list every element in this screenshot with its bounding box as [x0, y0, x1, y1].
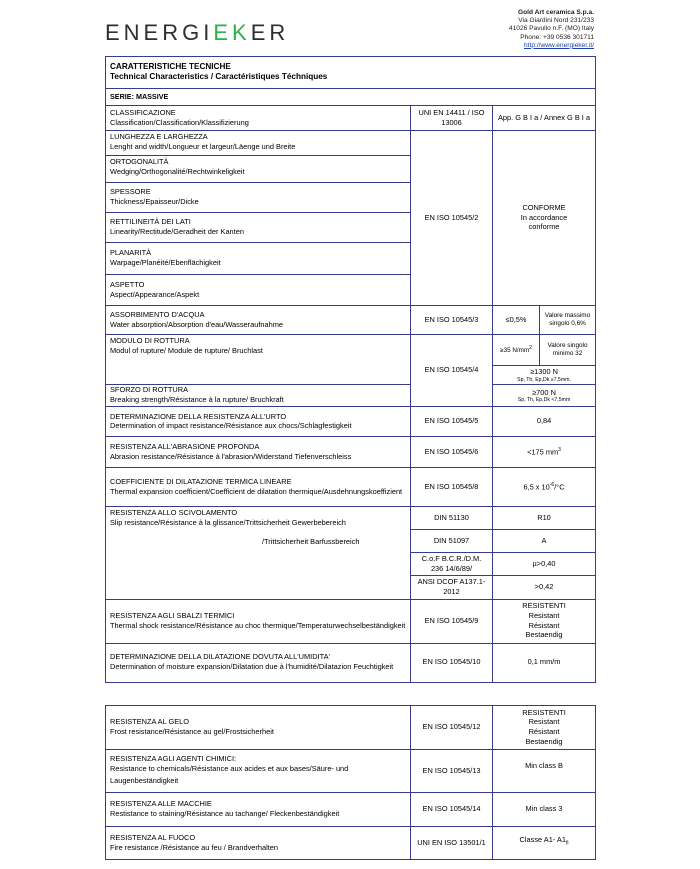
row-label: ASSORBIMENTO D'ACQUA — [110, 309, 205, 319]
company-website-link[interactable]: http://www.energieker.it/ — [524, 41, 594, 49]
table-row — [106, 131, 596, 156]
row-label-translation: Slip resistance/Résistance à la glissance/Trittsicherheit Gewerbebereich — [110, 517, 346, 527]
value-text: 6,5 x 10 — [523, 482, 550, 492]
row-label-translation: Restistance to staining/Résistance au tachange/ Fleckenbeständigkeit — [110, 809, 340, 818]
value-subscript: fl — [565, 840, 569, 847]
row-label: COEFFICIENTE DI DILATAZIONE TERMICA LINEARE — [110, 477, 292, 487]
row-norm: DIN 51130 — [411, 507, 493, 530]
row-label-translation: Breaking strength/Résistance à la rupture/ Bruchkraft — [110, 394, 284, 404]
row-value: App. G B I a / Annex G B I a — [493, 106, 596, 131]
value-condition: Sp, Th, Ep,Dk <7,5mm — [517, 397, 571, 404]
row-norm: EN ISO 10545/10 — [411, 643, 493, 682]
row-label: RESISTENZA AGLI SBALZI TERMICI — [110, 610, 235, 620]
row-label: DETERMINAZIONE DELLA DILATAZIONE DOVUTA ALL'UMIDITA' — [110, 652, 330, 662]
row-label-translation: Thermal expansion coefficient/Coefficient de dilatation thermique/Ausdehnungskoeffizient — [110, 486, 403, 496]
table-row — [106, 385, 596, 407]
row-label: LUNGHEZZA E LARGHEZZA — [110, 132, 208, 141]
row-value: Min class 3 — [493, 793, 596, 827]
value-text: <175 mm — [527, 447, 559, 457]
table-row — [106, 793, 596, 827]
table-row — [106, 827, 596, 860]
table-title-row — [106, 57, 596, 89]
row-norm: C.o.F B.C.R./D.M. 236 14/6/89/ — [411, 553, 493, 576]
row-label: MODULO DI ROTTURA — [110, 336, 190, 345]
row-label: ORTOGONALITÀ — [110, 157, 169, 166]
row-value — [493, 468, 596, 507]
row-label-translation: Determination of moisture expansion/Dilatation due à l'humidité/Dilatazion Feuchtigkeit — [110, 662, 394, 672]
company-address-line1: Via Giardini Nord 231/233 — [518, 17, 594, 25]
table-row — [106, 468, 596, 507]
row-value: R10 — [493, 507, 596, 530]
row-label: PLANARITÀ — [110, 248, 152, 258]
row-value — [493, 131, 596, 306]
row-label: RESISTENZA ALL'ABRASIONE PROFONDA — [110, 442, 260, 452]
value-line: conforme — [528, 222, 560, 232]
row-label: CLASSIFICAZIONE — [110, 107, 176, 117]
row-value: >0,42 — [493, 576, 596, 599]
row-label: RESISTENZA AL FUOCO — [110, 832, 196, 842]
row-norm: EN ISO 10545/13 — [411, 750, 493, 793]
table-row — [106, 106, 596, 131]
row-norm: EN ISO 10545/4 — [411, 335, 493, 407]
row-value: 0,84 — [493, 407, 596, 437]
row-label-translation: Wedging/Orthogonalité/Rechtwinkeligkeit — [110, 166, 245, 176]
row-label-translation: Frost resistance/Résistance au gel/Frostsicherheit — [110, 727, 274, 736]
value-line: In accordance — [520, 212, 568, 222]
row-norm: EN ISO 10545/2 — [411, 131, 493, 306]
value-line: Resistant — [528, 610, 560, 620]
table-row — [106, 706, 596, 750]
row-value — [493, 437, 596, 468]
row-norm: EN ISO 10545/12 — [411, 706, 493, 750]
serie-row — [106, 89, 596, 106]
row-value: 0,1 mm/m — [493, 643, 596, 682]
row-label: RESISTENZA AL GELO — [110, 717, 189, 727]
value-text: Classe A1- A1 — [519, 835, 566, 845]
row-value: ≤0,5% — [493, 306, 540, 335]
row-label: DETERMINAZIONE DELLA RESISTENZA ALL'URTO — [110, 411, 287, 421]
row-label: RESISTENZA ALLO SCIVOLAMENTO — [110, 508, 238, 518]
value-line: RESISTENTI — [522, 707, 566, 717]
table-row — [106, 750, 596, 793]
company-name: Gold Art ceramica S.p.a. — [518, 9, 594, 16]
row-label-translation: Classification/Classification/Klassifizierung — [110, 117, 249, 127]
table-row — [106, 507, 596, 530]
row-label-translation: Lenght and width/Longueur et largeur/Läenge und Breite — [110, 141, 296, 151]
row-norm: DIN 51097 — [411, 530, 493, 553]
row-note: Valore massimo singolo 0,6% — [540, 306, 596, 335]
logo-text-suffix: ER — [250, 20, 290, 45]
company-address-line2: 41026 Pavullo n.F. (MO) Italy — [508, 25, 594, 33]
row-norm: EN ISO 10545/5 — [411, 407, 493, 437]
company-info — [509, 9, 594, 50]
row-label-translation: Linearity/Rectitude/Geradheit der Kanten — [110, 227, 244, 236]
company-phone: Phone: +39 0536 301711 — [520, 33, 594, 41]
value-unit: /°C — [554, 482, 565, 492]
value-text: ≥1300 N — [530, 367, 558, 377]
row-norm: EN ISO 10545/14 — [411, 793, 493, 827]
row-label: SPESSORE — [110, 187, 151, 197]
row-norm: EN ISO 10545/3 — [411, 306, 493, 335]
row-label-translation: Fire resistance /Résistance au feu / Brandverhalten — [110, 842, 279, 852]
logo-text-prefix: ENERGI — [105, 20, 214, 45]
row-label: SFORZO DI ROTTURA — [110, 385, 189, 394]
table-title: CARATTERISTICHE TECNICHE — [110, 62, 231, 71]
value-line: RESISTENTI — [522, 601, 566, 611]
row-label: RESISTENZA AGLI AGENTI CHIMICI: — [110, 753, 237, 763]
row-label-translation: Water absorption/Absorption d'eau/Wasseraufnahme — [110, 319, 283, 329]
row-note: Valore singolo minimo 32 — [540, 335, 596, 366]
value-superscript: 3 — [558, 447, 561, 454]
row-label-translation: Abrasion resistance/Résistance à l'abrasion/Widerstand Tiefenverschleiss — [110, 451, 352, 461]
brand-logo — [105, 20, 289, 46]
row-value: Min class B — [493, 750, 596, 793]
row-label-translation: Resistance to chemicals/Résistance aux acides et aux bases/Säure- und Laugenbeständigkeit — [110, 764, 349, 786]
table-row — [106, 335, 596, 366]
row-norm: ANSI DCOF A137.1-2012 — [411, 576, 493, 599]
row-norm: UNI EN 14411 / ISO 13006 — [411, 106, 493, 131]
resistance-table — [105, 705, 596, 860]
value-line: Résistant — [528, 727, 560, 736]
row-label-translation: Warpage/Planéité/Ebenflächigkeit — [110, 258, 221, 267]
value-line: CONFORME — [522, 203, 566, 213]
serie-label: SERIE: MASSIVE — [106, 89, 596, 106]
row-value: A — [493, 530, 596, 553]
row-value — [493, 335, 540, 366]
row-value — [493, 827, 596, 860]
table-subtitle: Technical Characteristics / Caractéristiques Téchniques — [110, 72, 328, 81]
row-label-translation: Aspect/Appearance/Aspekt — [110, 289, 200, 299]
row-value — [493, 385, 596, 407]
value-line: Resistant — [528, 717, 560, 727]
row-norm: EN ISO 10545/8 — [411, 468, 493, 507]
table-row — [106, 407, 596, 437]
table-row — [106, 643, 596, 682]
row-label-translation-barefoot: /Trittsicherheit Barfussbereich — [262, 537, 360, 547]
table-row — [106, 437, 596, 468]
value-line: Bestaendig — [525, 736, 563, 746]
row-norm: UNI EN ISO 13501/1 — [411, 827, 493, 860]
value-text: ≥700 N — [532, 387, 556, 397]
table-row — [106, 599, 596, 643]
value-line: Résistant — [528, 620, 560, 630]
logo-text-accent: EK — [213, 20, 251, 45]
row-label-translation: Determination of impact resistance/Résistance aux chocs/Schlagfestigkeit — [110, 421, 352, 431]
row-norm: EN ISO 10545/9 — [411, 599, 493, 643]
row-label-translation: Thickness/Epaisseur/Dicke — [110, 197, 199, 206]
row-label-translation: Thermal shock resistance/Résistance au choc thermique/Temperaturwechselbeständigkeit — [110, 620, 406, 630]
table-row — [106, 306, 596, 335]
row-value — [493, 599, 596, 643]
value-superscript: -6 — [549, 482, 555, 489]
row-label-translation: Modul of rupture/ Module de rupture/ Bruchlast — [110, 345, 263, 355]
technical-characteristics-table — [105, 56, 596, 683]
row-value — [493, 706, 596, 750]
row-value — [493, 366, 596, 385]
row-value: µ>0,40 — [493, 553, 596, 576]
value-condition: Sp, Th, Ep,Dk ≥7,5mm. — [517, 376, 571, 383]
row-label: RETTILINEITÀ DEI LATI — [110, 217, 191, 227]
row-label: RESISTENZA ALLE MACCHIE — [110, 799, 212, 809]
row-norm: EN ISO 10545/6 — [411, 437, 493, 468]
value-line: Bestaendig — [525, 630, 563, 640]
value-superscript: 2 — [529, 344, 532, 351]
value-text: ≥35 N/mm — [500, 346, 530, 354]
row-label: ASPETTO — [110, 279, 145, 289]
